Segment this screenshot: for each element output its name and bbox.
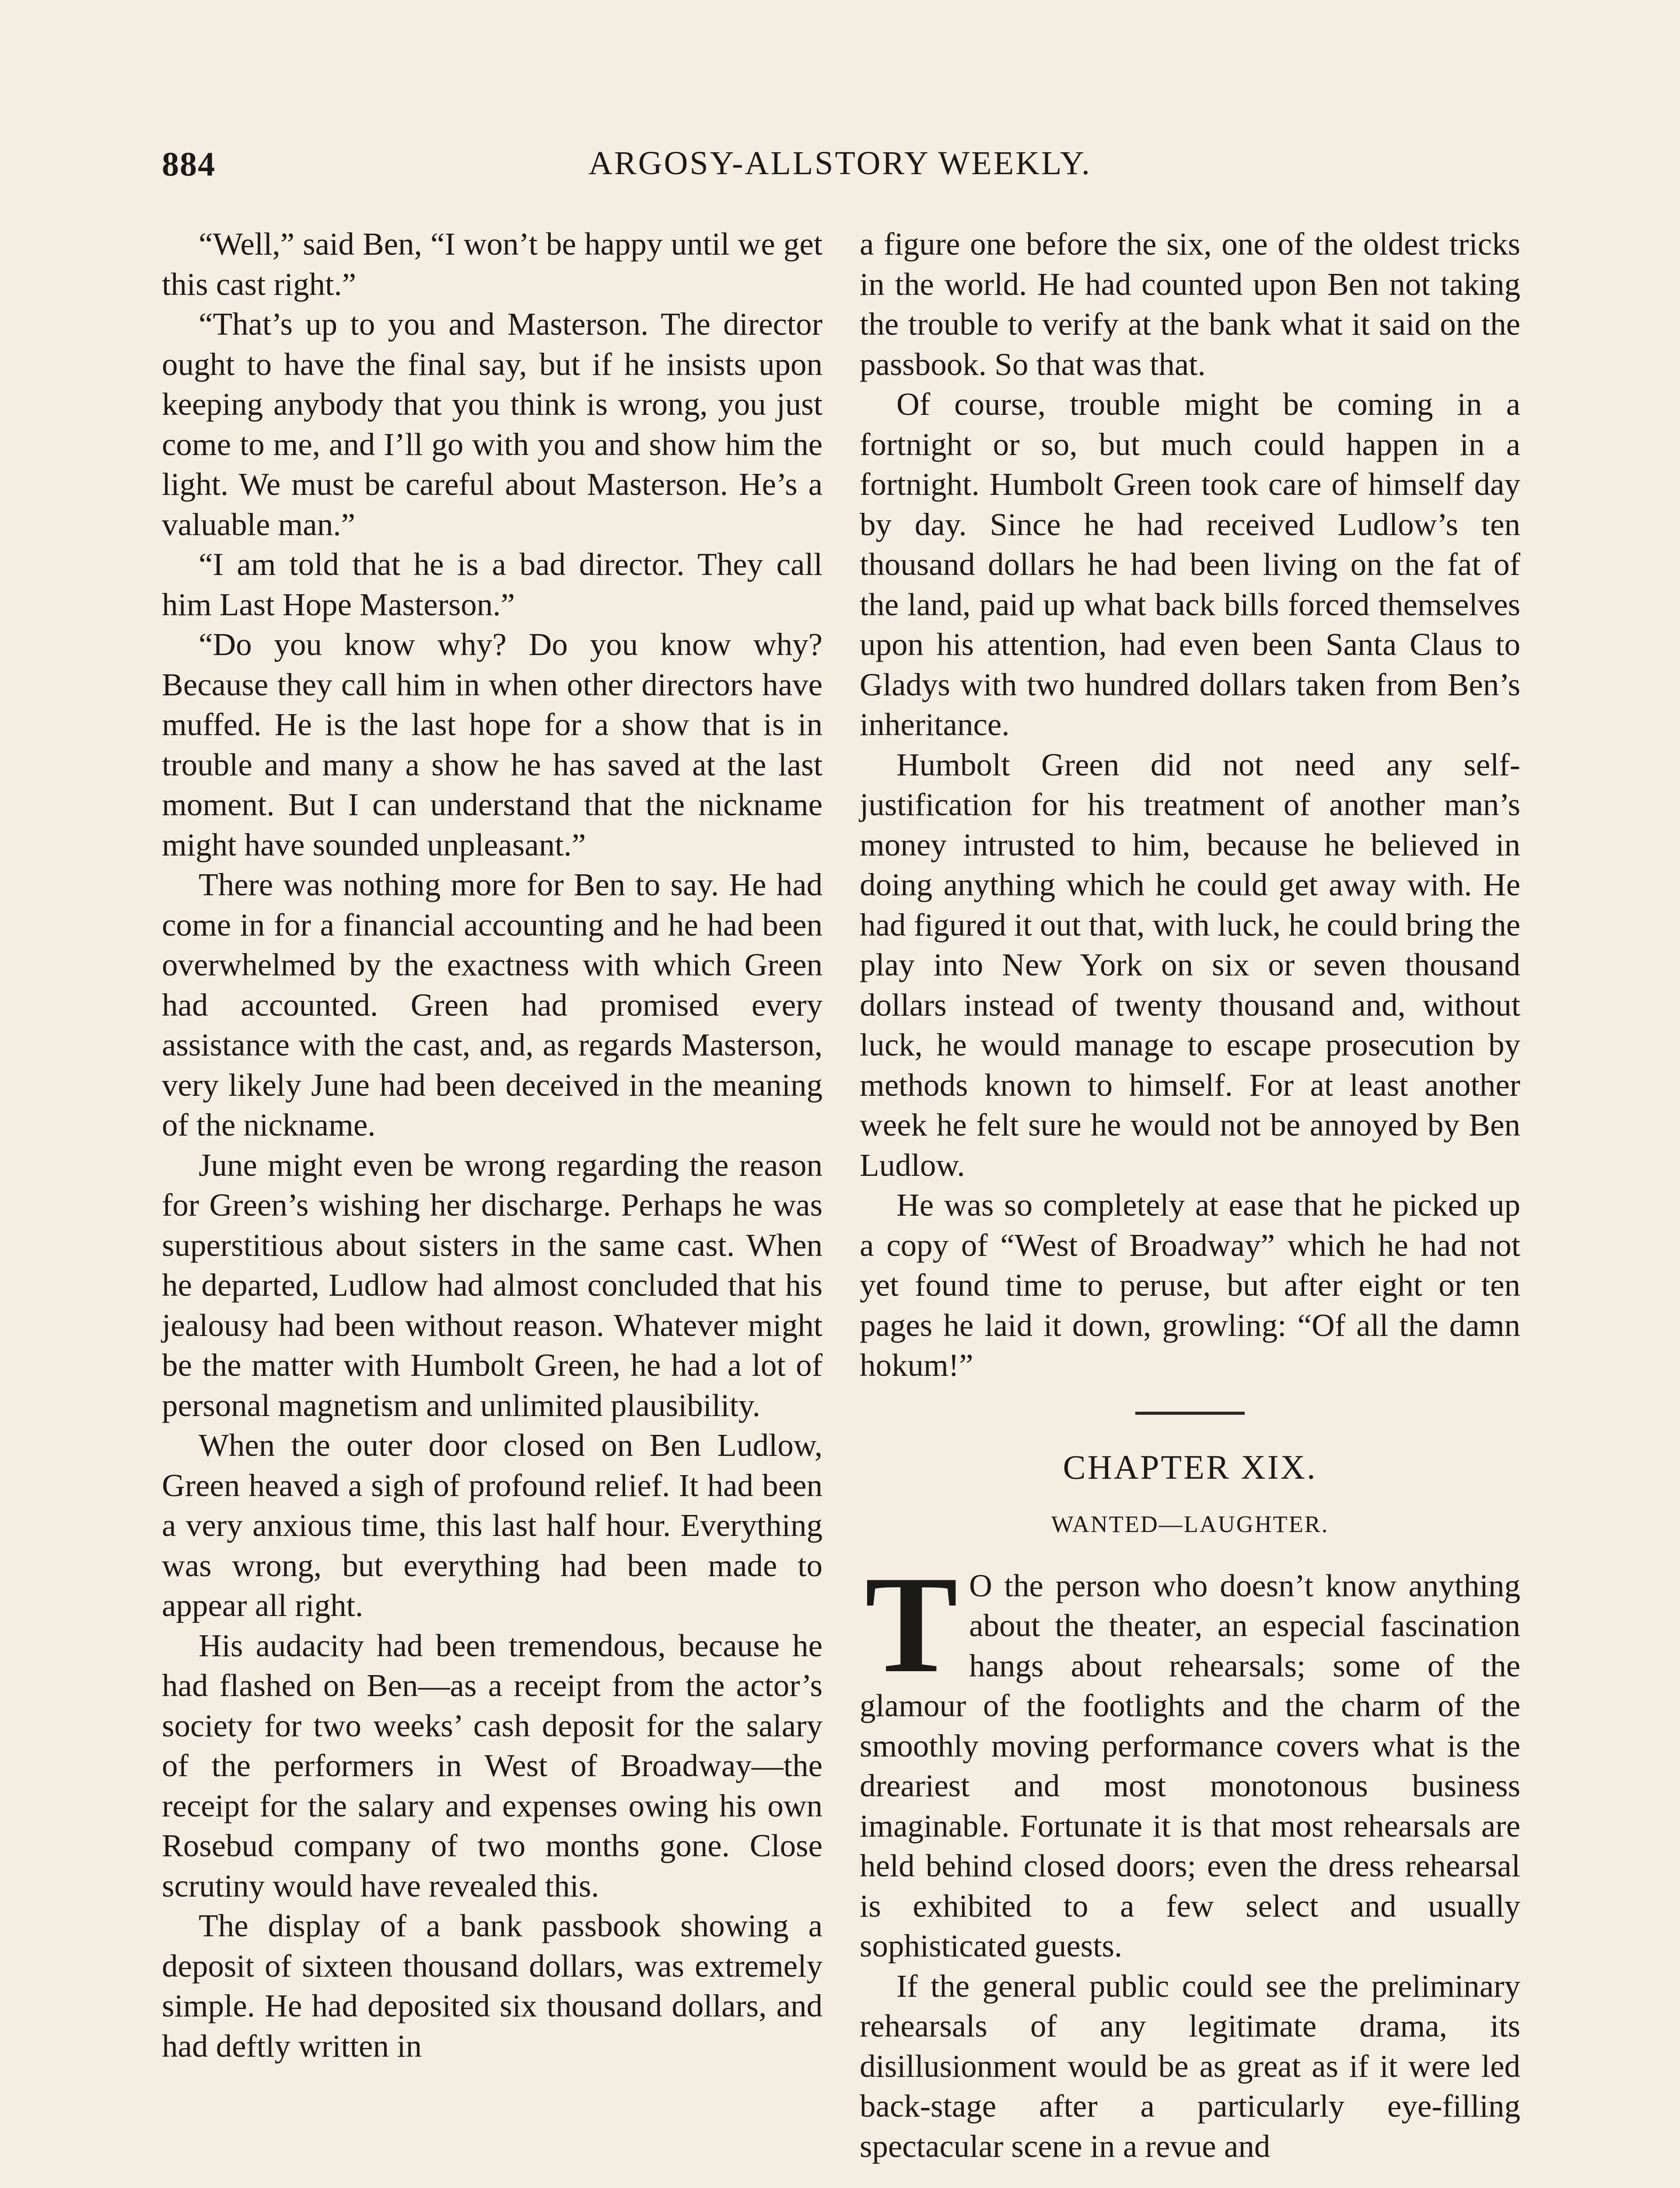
page-number: 884 [162,145,216,183]
paragraph: “Well,” said Ben, “I won’t be happy until we get this cast right.” [162,226,822,302]
paragraph: The display of a bank passbook showing a deposit of sixteen thousand dollars, was extremely simple. He had deposited six thousand dollars, and had deftly written in [162,1908,822,2064]
paragraph: “I am told that he is a bad director. They call him Last Hope Masterson.” [162,547,822,622]
paragraph: “That’s up to you and Masterson. The director ought to have the final say, but if he insists upon keeping anybody that you think is wrong, you just come to me, and I’ll go with you and show him the light. We must be careful about Masterson. He’s a valuable man.” [162,306,822,542]
paragraph: There was nothing more for Ben to say. He had come in for a financial accounting and he had been overwhelmed by the exactness with which Green had accounted. Green had promised every assistance with the cast, and, as regards Masterson, very likely June had been deceived in the meaning of the nickname. [162,867,822,1143]
paragraph: “Do you know why? Do you know why? Because they call him in when other directors have muffed. He is the last hope for a show that is in trouble and many a show he has saved at the last moment. But I can understand that the nickname might have sounded unpleasant.” [162,627,822,863]
paragraph: When the outer door closed on Ben Ludlow, Green heaved a sigh of profound relief. It had been a very anxious time, this last half hour. Everything was wrong, but everything had been made to appear all right. [162,1427,822,1623]
left-column [162,224,822,2066]
running-title: ARGOSY-ALLSTORY WEEKLY. [588,145,1092,182]
chapter-opening-text: O the person who doesn’t know anything about the theater, an especial fascination hangs about rehearsals; some of the glamour of the footlights and the charm of the smoothly moving performance covers what is the dreariest and most monotonous business imaginable. Fortunate it is that most rehearsals are held behind closed doors; even the dress rehearsal is exhibited to a few select and usually sophisticated guests. [860,1567,1520,1964]
paragraph: If the general public could see the preliminary rehearsals of any legitimate drama, its disillusionment would be as great as if it were led back-stage after a particularly eye-filling spectacular scene in a revue and [860,1968,1520,2164]
paragraph: His audacity had been tremendous, because he had flashed on Ben—as a receipt from the actor’s society for two weeks’ cash deposit for the salary of the performers in West of Broadway—the receipt for the salary and expenses owing his own Rosebud company of two months gone. Close scrutiny would have revealed this. [162,1627,822,1904]
right-column [860,224,1520,2166]
paragraph: He was so completely at ease that he picked up a copy of “West of Broadway” which he had not yet found time to peruse, but after eight or ten pages he laid it down, growling: “Of all the damn hokum!” [860,1187,1520,1383]
paragraph: June might even be wrong regarding the reason for Green’s wishing her discharge. Perhaps he was superstitious about sisters in the same cast. When he departed, Ludlow had almost concluded that his jealousy had been without reason. Whatever might be the matter with Humbolt Green, he had a lot of personal magnetism and unlimited plausibility. [162,1147,822,1423]
chapter-subtitle: WANTED—LAUGHTER. [1051,1511,1329,1537]
paragraph: Humbolt Green did not need any self-justification for his treatment of another man’s money intrusted to him, because he believed in doing anything which he could get away with. He had figured it out that, with luck, he could bring the play into New York on six or seven thousand dollars instead of twenty thousand and, without luck, he would manage to escape prosecution by methods known to himself. For at least another week he felt sure he would not be annoyed by Ben Ludlow. [860,747,1520,1183]
chapter-title: CHAPTER XIX. [1063,1448,1317,1486]
section-divider [1135,1412,1245,1415]
continued-paragraph: a figure one before the six, one of the oldest tricks in the world. He had counted upon Ben not taking the trouble to verify at the bank what it said on the passbook. So that was that. [860,226,1520,382]
chapter-opening-paragraph [860,1547,1520,1966]
paragraph: Of course, trouble might be coming in a fortnight or so, but much could happen in a fortnight. Humbolt Green took care of himself day by day. Since he had received Ludlow’s ten thousand dollars he had been living on the fat of the land, paid up what back bills forced themselves upon his attention, had even been Santa Claus to Gladys with two hundred dollars taken from Ben’s inheritance. [860,386,1520,742]
drop-cap: T [865,1547,958,1701]
page-header [162,144,1518,193]
